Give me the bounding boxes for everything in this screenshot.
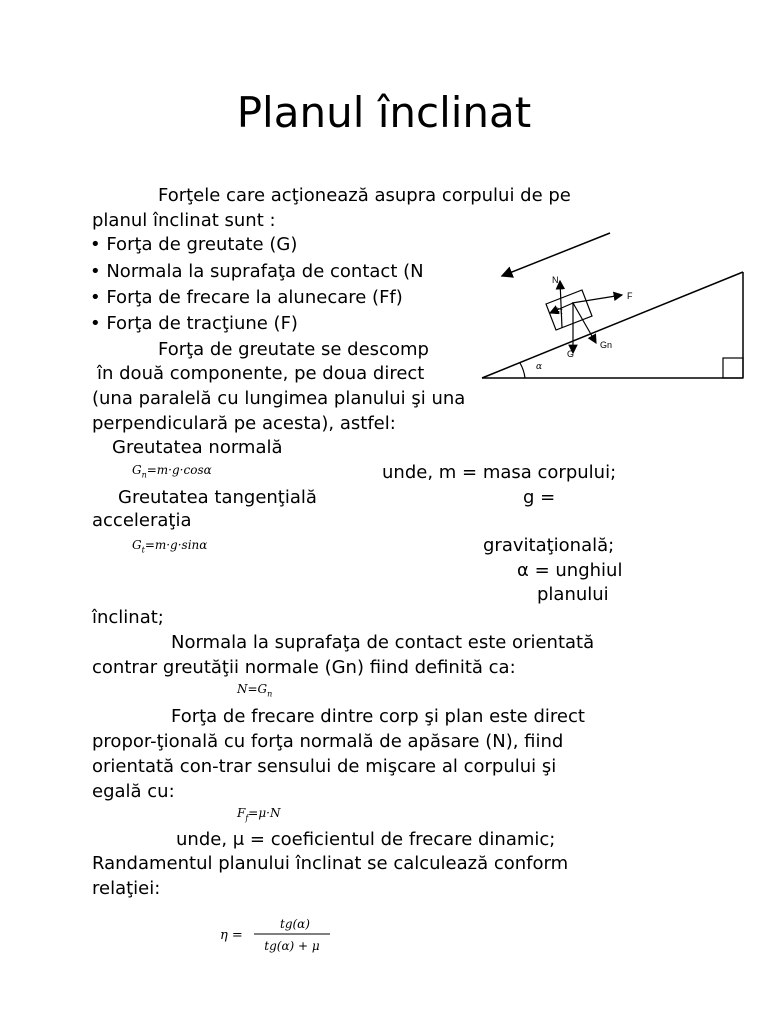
decomp-line-4: perpendiculară pe acesta), astfel: xyxy=(92,413,396,434)
eta-lhs: η = xyxy=(220,928,243,943)
friction-line-1: Forţa de frecare dintre corp şi plan este direct xyxy=(171,706,585,727)
bullet-item-gravity: • Forţa de greutate (G) xyxy=(90,234,298,255)
eta-denominator: tg(α) + μ xyxy=(264,939,320,953)
friction-line-4: egală cu: xyxy=(92,781,175,802)
normal-line-2: contrar greutăţii normale (Gn) fiind definită ca: xyxy=(92,657,516,678)
gn-formula: $G_n=m\cdot g\cdot\cos\alpha$ xyxy=(132,463,212,480)
bullet-item-traction: • Forţa de tracţiune (F) xyxy=(90,313,298,334)
decomp-line-1: Forţa de greutate se descomp xyxy=(158,339,429,360)
n-formula: $N=G_n$ xyxy=(237,682,273,699)
alpha-definition: α = unghiul xyxy=(517,560,623,581)
g-label: G xyxy=(567,349,575,359)
friction-line-2: propor-ţională cu forţa normală de apăsare (N), fiind xyxy=(92,731,564,752)
mass-definition: unde, m = masa corpului; xyxy=(382,462,617,483)
f-label: F xyxy=(627,291,633,301)
planului-word: planului xyxy=(537,584,609,605)
efficiency-line-2: relaţiei: xyxy=(92,878,161,899)
normal-line-1: Normala la suprafaţa de contact este orientată xyxy=(171,632,595,653)
g-definition: g = xyxy=(523,487,556,508)
gt-label: Greutatea tangenţială xyxy=(118,487,317,508)
eta-numerator: tg(α) xyxy=(280,917,310,931)
decomp-line-2: în două componente, pe doua direct xyxy=(97,363,425,384)
diagram-background xyxy=(478,225,748,395)
alpha-label: α xyxy=(536,362,543,372)
gravitational-word: gravitaţională; xyxy=(483,535,615,556)
efficiency-formula xyxy=(218,910,338,960)
gn-label: Greutatea normală xyxy=(112,437,283,458)
gn-label-diagram: Gn xyxy=(600,340,613,350)
ff-formula: $F_f=\mu\cdot N$ xyxy=(237,806,281,823)
gt-label-diagram: Gt xyxy=(553,306,563,316)
intro-line-1: Forţele care acţionează asupra corpului de pe xyxy=(158,185,571,206)
bullet-item-friction: • Forţa de frecare la alunecare (Ff) xyxy=(90,287,403,308)
page-title: Planul înclinat xyxy=(236,88,532,137)
acceleration-word: acceleraţia xyxy=(92,510,192,531)
mu-definition: unde, μ = coeficientul de frecare dinamic; xyxy=(176,829,556,850)
intro-line-2: planul înclinat sunt : xyxy=(92,210,276,231)
decomp-line-3: (una paralelă cu lungimea planului şi una xyxy=(92,388,466,409)
inclinat-word: înclinat; xyxy=(92,607,164,628)
bullet-item-normal: • Normala la suprafaţa de contact (N xyxy=(90,261,424,282)
efficiency-line-1: Randamentul planului înclinat se calculează conform xyxy=(92,853,569,874)
friction-line-3: orientată con-trar sensului de mişcare al corpului şi xyxy=(92,756,557,777)
gt-formula: $G_t=m\cdot g\cdot\sin\alpha$ xyxy=(132,538,208,555)
n-label: N xyxy=(552,275,559,285)
inclined-plane-diagram xyxy=(478,225,748,395)
